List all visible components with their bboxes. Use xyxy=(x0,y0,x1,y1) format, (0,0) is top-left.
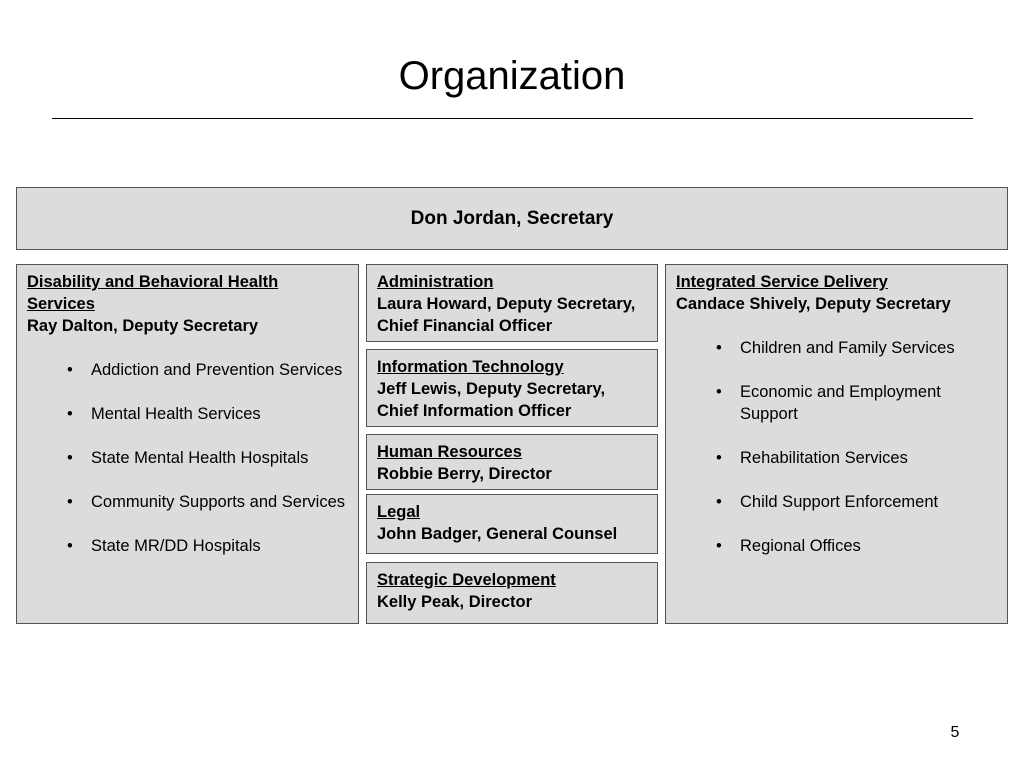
information-technology-subheader: Jeff Lewis, Deputy Secretary, Chief Information Officer xyxy=(377,380,606,420)
right-service-list xyxy=(676,337,997,557)
administration-header: Administration xyxy=(377,273,494,291)
disability-behavioral-health-box xyxy=(16,264,359,624)
human-resources-box xyxy=(366,434,658,490)
list-item: • Rehabilitation Services xyxy=(676,447,997,469)
title-divider xyxy=(52,118,973,119)
strategic-development-header: Strategic Development xyxy=(377,571,556,589)
legal-box xyxy=(366,494,658,554)
administration-subheader: Laura Howard, Deputy Secretary, Chief Financial Officer xyxy=(377,295,636,335)
legal-subheader: John Badger, General Counsel xyxy=(377,525,618,543)
list-item: • Addiction and Prevention Services xyxy=(27,359,348,381)
list-item: • State MR/DD Hospitals xyxy=(27,535,348,557)
secretary-box xyxy=(16,187,1008,250)
secretary-label: Don Jordan, Secretary xyxy=(410,207,614,229)
left-service-list xyxy=(27,359,348,557)
right-subheader: Candace Shively, Deputy Secretary xyxy=(676,295,951,313)
human-resources-subheader: Robbie Berry, Director xyxy=(377,465,552,483)
list-item: • State Mental Health Hospitals xyxy=(27,447,348,469)
administration-box xyxy=(366,264,658,342)
list-item: • Economic and Employment Support xyxy=(676,381,997,425)
list-item: • Children and Family Services xyxy=(676,337,997,359)
list-item: • Community Supports and Services xyxy=(27,491,348,513)
right-header: Integrated Service Delivery xyxy=(676,273,888,291)
strategic-development-box xyxy=(366,562,658,624)
information-technology-box xyxy=(366,349,658,427)
list-item: • Regional Offices xyxy=(676,535,997,557)
legal-header: Legal xyxy=(377,503,421,521)
left-subheader: Ray Dalton, Deputy Secretary xyxy=(27,317,259,335)
information-technology-header: Information Technology xyxy=(377,358,564,376)
left-header: Disability and Behavioral Health Services xyxy=(27,273,279,313)
page-number: 5 xyxy=(950,724,960,741)
integrated-service-delivery-box xyxy=(665,264,1008,624)
list-item: • Mental Health Services xyxy=(27,403,348,425)
strategic-development-subheader: Kelly Peak, Director xyxy=(377,593,532,611)
slide-title: Organization xyxy=(398,54,626,98)
human-resources-header: Human Resources xyxy=(377,443,522,461)
list-item: • Child Support Enforcement xyxy=(676,491,997,513)
